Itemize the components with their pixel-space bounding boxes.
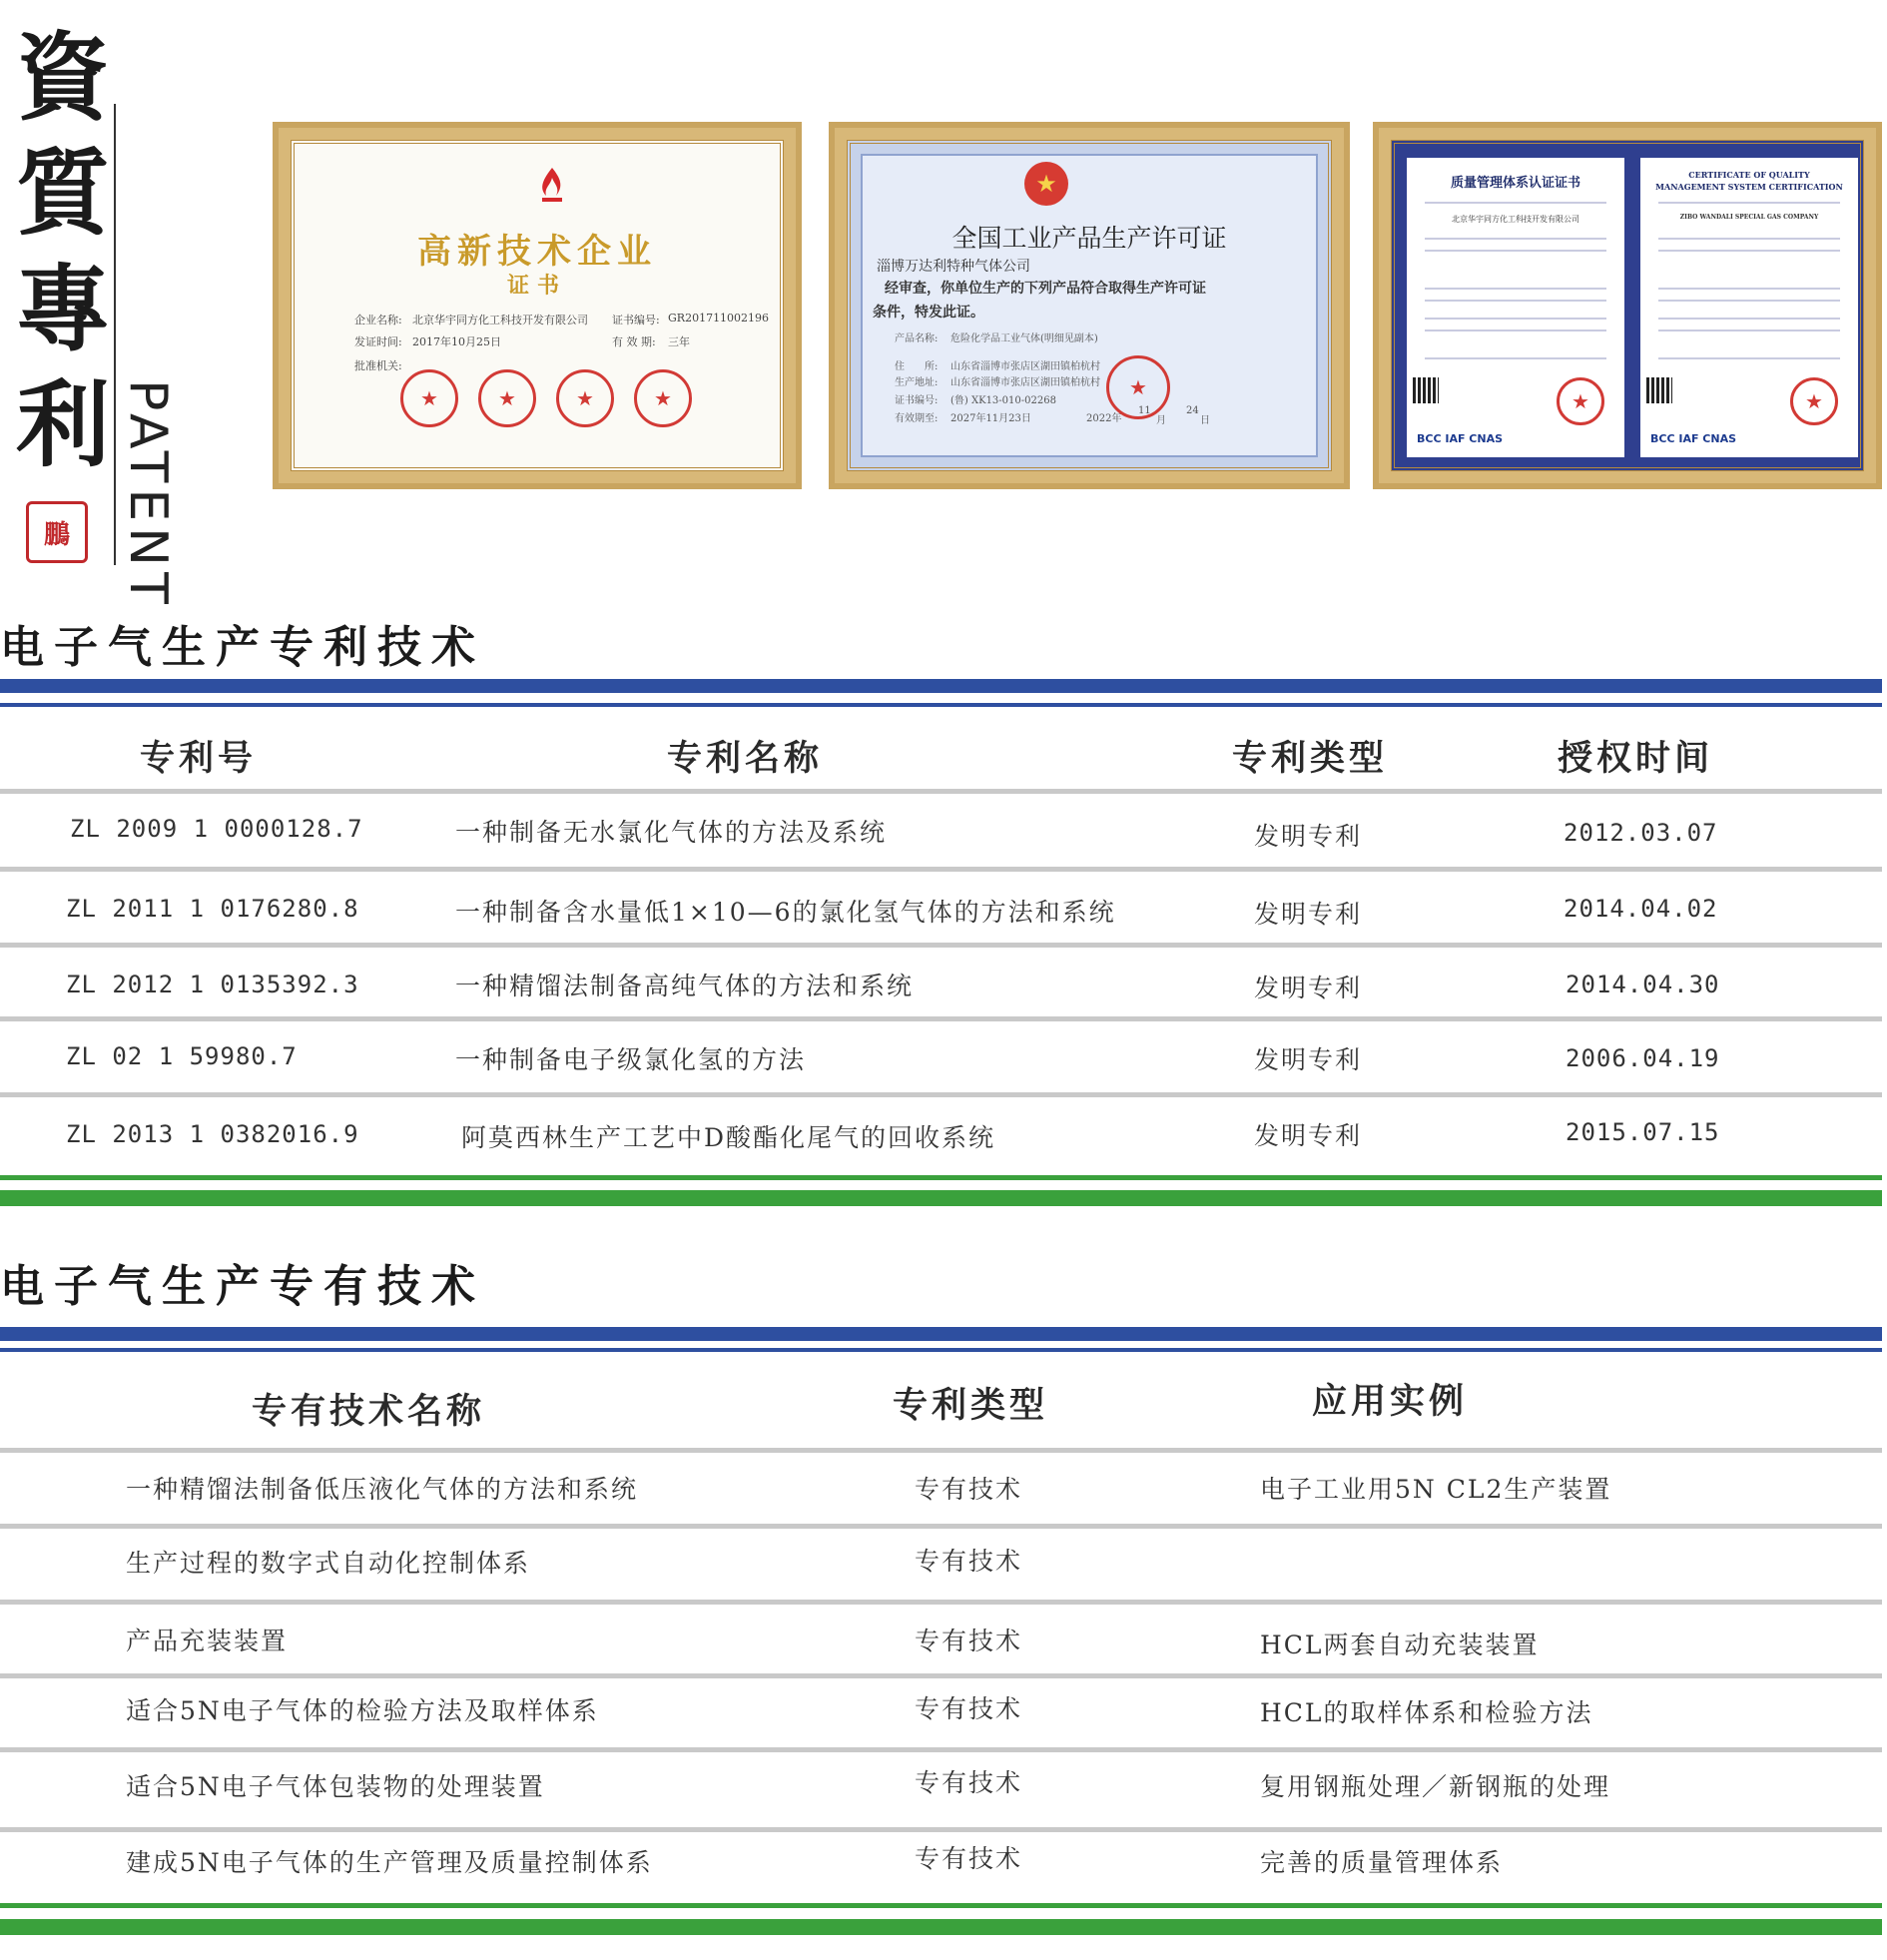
patent-number: ZL 2012 1 0135392.3 bbox=[66, 971, 359, 998]
license-issue-year: 2022年 bbox=[1086, 413, 1122, 424]
blue-divider-bar bbox=[0, 679, 1882, 693]
blue-divider-line bbox=[0, 1348, 1882, 1352]
patent-type: 发明专利 bbox=[1254, 1045, 1363, 1074]
row-separator bbox=[0, 1092, 1882, 1097]
text-line bbox=[1425, 318, 1606, 320]
red-stamp-icon: ★ bbox=[634, 369, 692, 427]
row-separator bbox=[0, 1448, 1882, 1453]
green-divider-bar bbox=[0, 1190, 1882, 1206]
red-stamp-icon: ★ bbox=[556, 369, 614, 427]
cert-valid-label: 有 效 期: bbox=[612, 335, 656, 348]
table-row bbox=[0, 799, 1882, 869]
row-separator bbox=[0, 1524, 1882, 1529]
title-char: 專 bbox=[15, 255, 110, 364]
patents-header-type: 专利类型 bbox=[1232, 738, 1389, 779]
cert-page-cn bbox=[1407, 158, 1624, 457]
tech-example: 复用钢瓶处理／新钢瓶的处理 bbox=[1260, 1772, 1611, 1801]
text-line bbox=[1425, 250, 1606, 252]
tech-example: HCL两套自动充装装置 bbox=[1260, 1631, 1540, 1659]
accreditation-logos: BCC IAF CNAS bbox=[1650, 432, 1737, 445]
patent-name: 阿莫西林生产工艺中D酸酯化尾气的回收系统 bbox=[461, 1123, 996, 1152]
proprietary-header-name: 专有技术名称 bbox=[252, 1391, 486, 1432]
table-row bbox=[0, 953, 1882, 1022]
quality-cert-title-en-2: MANAGEMENT SYSTEM CERTIFICATION bbox=[1655, 182, 1843, 192]
license-number: (鲁) XK13-010-02268 bbox=[950, 395, 1056, 406]
certificate-inner bbox=[291, 140, 784, 471]
text-line bbox=[1658, 202, 1840, 204]
blue-divider-line bbox=[0, 703, 1882, 707]
tech-example: 完善的质量管理体系 bbox=[1260, 1848, 1504, 1877]
patents-header-number: 专利号 bbox=[140, 738, 258, 779]
cert-company: 北京华宇同方化工科技开发有限公司 bbox=[412, 314, 588, 327]
quality-cert-title-cn: 质量管理体系认证证书 bbox=[1450, 176, 1580, 191]
blue-divider-bar bbox=[0, 1327, 1882, 1341]
patents-section-title: 电子气生产专利技术 bbox=[0, 622, 485, 673]
certificate-inner bbox=[847, 140, 1332, 471]
tech-type: 专有技术 bbox=[915, 1627, 1023, 1655]
cert-number-label: 证书编号: bbox=[612, 314, 660, 327]
row-separator bbox=[0, 1827, 1882, 1832]
green-divider-line bbox=[0, 1903, 1882, 1908]
red-seal bbox=[26, 501, 88, 563]
license-title: 全国工业产品生产许可证 bbox=[951, 224, 1227, 253]
tech-type: 专有技术 bbox=[915, 1768, 1023, 1797]
red-stamp-icon: ★ bbox=[400, 369, 458, 427]
patent-number: ZL 2011 1 0176280.8 bbox=[66, 895, 359, 923]
text-line bbox=[1658, 238, 1840, 240]
table-row bbox=[0, 1757, 1882, 1823]
patent-name: 一种制备无水氯化气体的方法及系统 bbox=[455, 818, 888, 847]
cert-date: 2017年10月25日 bbox=[412, 335, 501, 348]
row-separator bbox=[0, 1016, 1882, 1021]
patent-type: 发明专利 bbox=[1254, 1121, 1363, 1150]
patent-name: 一种制备含水量低1×10—6的氯化氢气体的方法和系统 bbox=[455, 898, 1116, 927]
cert-page-en bbox=[1640, 158, 1858, 457]
tech-example: HCL的取样体系和检验方法 bbox=[1260, 1698, 1593, 1727]
table-row bbox=[0, 877, 1882, 947]
table-row bbox=[0, 1458, 1882, 1524]
tech-type: 专有技术 bbox=[915, 1694, 1023, 1723]
license-number-label: 证书编号: bbox=[895, 395, 939, 406]
qr-code-icon bbox=[1646, 377, 1672, 403]
tech-name: 生产过程的数字式自动化控制体系 bbox=[126, 1549, 531, 1578]
license-issue-month: 11 bbox=[1138, 405, 1151, 416]
license-line1: 经审查，你单位生产的下列产品符合取得生产许可证 bbox=[885, 281, 1206, 297]
patent-name: 一种制备电子级氯化氢的方法 bbox=[455, 1045, 807, 1074]
text-line bbox=[1425, 288, 1606, 290]
tech-type: 专有技术 bbox=[915, 1547, 1023, 1576]
patent-date: 2015.07.15 bbox=[1566, 1118, 1720, 1146]
text-line bbox=[1658, 318, 1840, 320]
tech-type: 专有技术 bbox=[915, 1844, 1023, 1873]
license-company: 淄博万达利特种气体公司 bbox=[877, 259, 1030, 275]
seal-char: 鵬 bbox=[43, 519, 70, 550]
license-valid: 2027年11月23日 bbox=[950, 413, 1031, 424]
patent-number: ZL 2013 1 0382016.9 bbox=[66, 1120, 359, 1148]
red-stamp-icon: ★ bbox=[1790, 377, 1838, 425]
tech-name: 一种精馏法制备低压液化气体的方法和系统 bbox=[126, 1475, 639, 1504]
tech-name: 适合5N电子气体包装物的处理装置 bbox=[126, 1772, 545, 1801]
table-row bbox=[0, 1683, 1882, 1749]
text-line bbox=[1658, 300, 1840, 302]
national-emblem-icon: ★ bbox=[1024, 162, 1068, 206]
vertical-title bbox=[8, 20, 118, 483]
green-divider-line bbox=[0, 1175, 1882, 1180]
title-char: 資 bbox=[15, 23, 110, 133]
tech-example: 电子工业用5N CL2生产装置 bbox=[1260, 1475, 1612, 1504]
patent-type: 发明专利 bbox=[1254, 974, 1363, 1002]
tech-type: 专有技术 bbox=[915, 1475, 1023, 1504]
tech-name: 建成5N电子气体的生产管理及质量控制体系 bbox=[126, 1848, 653, 1877]
table-row bbox=[0, 1610, 1882, 1675]
license-issue-day: 24 bbox=[1186, 405, 1199, 416]
patent-label: PATENT bbox=[118, 379, 178, 610]
red-stamp-icon: ★ bbox=[478, 369, 536, 427]
quality-cert-company-en: ZIBO WANDALI SPECIAL GAS COMPANY bbox=[1679, 214, 1819, 221]
row-separator bbox=[0, 943, 1882, 948]
patents-header-date: 授权时间 bbox=[1558, 738, 1714, 779]
certificate-high-tech bbox=[273, 122, 802, 489]
license-day-unit: 日 bbox=[1200, 415, 1210, 426]
text-line bbox=[1658, 288, 1840, 290]
license-valid-label: 有效期至: bbox=[895, 413, 939, 424]
license-month-unit: 月 bbox=[1156, 415, 1166, 426]
license-address: 山东省淄博市张店区湖田镇柏杭村 bbox=[950, 361, 1100, 372]
patent-date: 2006.04.19 bbox=[1566, 1044, 1720, 1072]
row-separator bbox=[0, 1600, 1882, 1605]
patent-type: 发明专利 bbox=[1254, 900, 1363, 929]
green-divider-bar bbox=[0, 1919, 1882, 1935]
patents-header-name: 专利名称 bbox=[667, 738, 824, 779]
text-line bbox=[1658, 357, 1840, 359]
table-row bbox=[0, 1102, 1882, 1172]
table-row bbox=[0, 1837, 1882, 1903]
proprietary-section-title: 电子气生产专有技术 bbox=[0, 1261, 485, 1312]
patent-name: 一种精馏法制备高纯气体的方法和系统 bbox=[455, 972, 915, 1000]
license-site: 山东省淄博市张店区湖田镇柏杭村 bbox=[950, 377, 1100, 388]
row-separator bbox=[0, 1673, 1882, 1678]
flame-logo-icon bbox=[534, 166, 570, 206]
text-line bbox=[1658, 329, 1840, 331]
text-line bbox=[1425, 357, 1606, 359]
qr-code-icon bbox=[1413, 377, 1439, 403]
vertical-divider bbox=[114, 104, 116, 565]
patent-date: 2014.04.02 bbox=[1564, 895, 1718, 923]
license-site-label: 生产地址: bbox=[895, 377, 939, 388]
license-address-label: 住 所: bbox=[895, 361, 939, 372]
tech-name: 产品充装装置 bbox=[126, 1627, 289, 1655]
text-line bbox=[1658, 250, 1840, 252]
table-row bbox=[0, 1026, 1882, 1096]
patent-number: ZL 2009 1 0000128.7 bbox=[70, 815, 363, 843]
title-char: 利 bbox=[15, 370, 110, 480]
row-separator bbox=[0, 867, 1882, 872]
cert-title: 高新技术企业 bbox=[417, 232, 657, 272]
row-separator bbox=[0, 1747, 1882, 1752]
cert-date-label: 发证时间: bbox=[354, 335, 402, 348]
certificate-production-license bbox=[829, 122, 1350, 489]
patent-type: 发明专利 bbox=[1254, 822, 1363, 851]
text-line bbox=[1425, 329, 1606, 331]
patent-number: ZL 02 1 59980.7 bbox=[66, 1042, 298, 1070]
proprietary-header-type: 专利类型 bbox=[893, 1385, 1049, 1426]
red-stamp-icon: ★ bbox=[1106, 355, 1170, 419]
table-row bbox=[0, 1534, 1882, 1600]
text-line bbox=[1425, 202, 1606, 204]
patent-date: 2014.04.30 bbox=[1566, 971, 1720, 998]
cert-valid: 三年 bbox=[668, 335, 690, 348]
accreditation-logos: BCC IAF CNAS bbox=[1417, 432, 1504, 445]
cert-company-label: 企业名称: bbox=[354, 314, 402, 327]
text-line bbox=[1425, 300, 1606, 302]
cert-number: GR201711002196 bbox=[668, 312, 770, 325]
certificate-inner bbox=[1391, 140, 1864, 471]
tech-name: 适合5N电子气体的检验方法及取样体系 bbox=[126, 1696, 599, 1725]
quality-cert-company-cn: 北京华宇同方化工科技开发有限公司 bbox=[1452, 215, 1579, 224]
cert-authority-label: 批准机关: bbox=[354, 359, 402, 372]
text-line bbox=[1425, 238, 1606, 240]
license-product: 危险化学品工业气体(明细见副本) bbox=[950, 333, 1098, 344]
license-product-label: 产品名称: bbox=[895, 333, 939, 344]
red-stamp-icon: ★ bbox=[1557, 377, 1604, 425]
patent-date: 2012.03.07 bbox=[1564, 819, 1718, 847]
cert-subtitle: 证书 bbox=[506, 273, 567, 299]
license-line2: 条件，特发此证。 bbox=[873, 305, 984, 321]
title-char: 質 bbox=[15, 139, 110, 249]
quality-cert-title-en-1: CERTIFICATE OF QUALITY bbox=[1688, 170, 1810, 180]
proprietary-header-example: 应用实例 bbox=[1312, 1381, 1469, 1422]
certificate-quality-system bbox=[1373, 122, 1882, 489]
row-separator bbox=[0, 789, 1882, 794]
